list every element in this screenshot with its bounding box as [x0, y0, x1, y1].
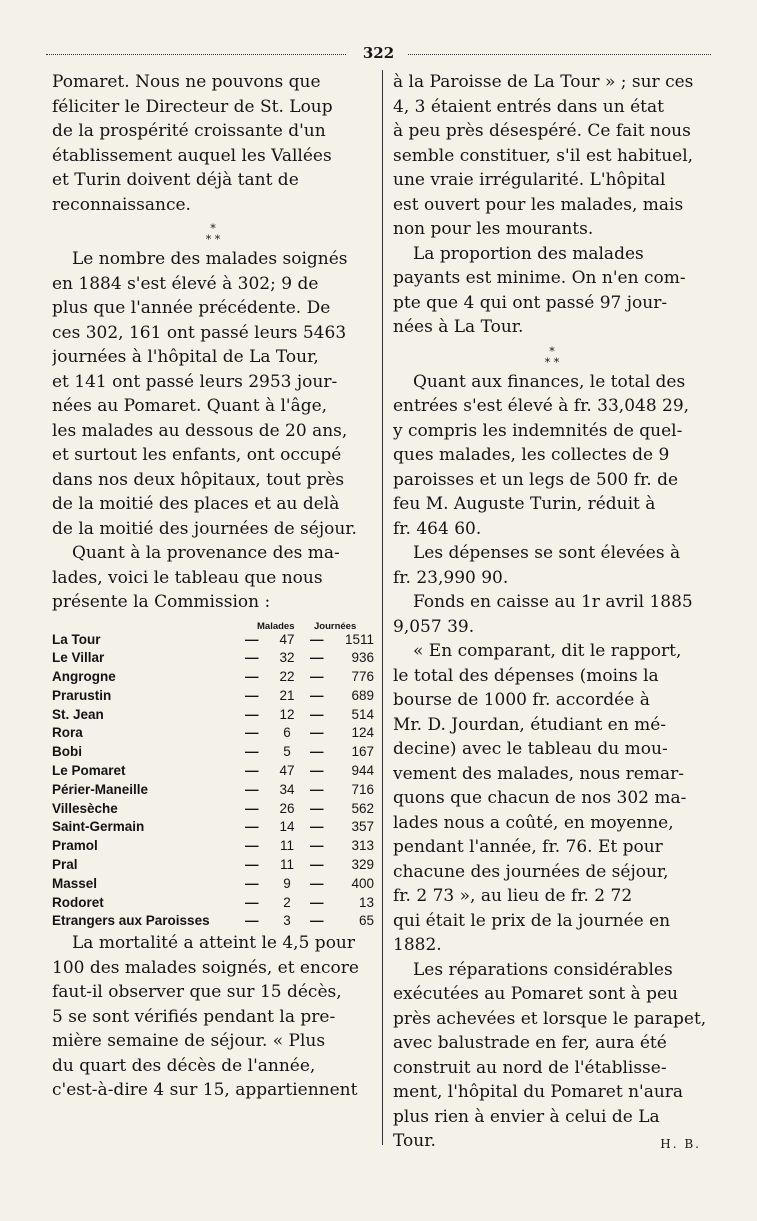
- text-line: Le nombre des malades soignés: [72, 249, 348, 269]
- row-name: Bobi: [52, 744, 82, 760]
- header-rule-right: [408, 54, 711, 61]
- row-dash: —: [245, 781, 259, 797]
- row-name: Saint-Germain: [52, 819, 145, 835]
- section-separator: * * *: [544, 344, 560, 369]
- row-journees: 357: [351, 819, 374, 835]
- row-name: Périer-Maneille: [52, 781, 149, 797]
- row-name: La Tour: [52, 631, 101, 647]
- text-line: plus que l'année précédente. De: [52, 298, 331, 318]
- row-journees: 514: [351, 706, 374, 722]
- row-malades: 22: [279, 669, 295, 685]
- row-malades: 32: [279, 650, 295, 666]
- row-dash: —: [245, 631, 259, 647]
- text-line: ques malades, les collectes de 9: [393, 445, 670, 465]
- left-top-paragraph: [52, 70, 374, 217]
- table-row: [52, 837, 374, 856]
- text-line: 9,057 39.: [393, 616, 475, 637]
- text-line: nées à La Tour.: [393, 317, 524, 337]
- text-line: pte que 4 qui ont passé 97 jour-: [393, 292, 668, 313]
- text-line: à la Paroisse de La Tour » ; sur ces: [393, 72, 694, 92]
- text-line: bourse de 1000 fr. accordée à: [393, 690, 650, 710]
- row-dash: —: [245, 857, 259, 873]
- row-dash: —: [310, 631, 324, 647]
- text-line: journées à l'hôpital de La Tour,: [52, 347, 319, 367]
- text-line: quons que chacun de nos 302 ma-: [393, 788, 687, 808]
- row-name: Rodoret: [52, 894, 104, 910]
- row-dash: —: [310, 913, 324, 929]
- table-row: [52, 743, 374, 762]
- text-line: non pour les mourants.: [393, 219, 594, 239]
- row-dash: —: [245, 650, 259, 666]
- row-malades: 14: [279, 819, 295, 835]
- page-header: [46, 44, 711, 66]
- left-column: [52, 70, 374, 1103]
- row-dash: —: [310, 744, 324, 760]
- text-line: ment, l'hôpital du Pomaret n'aura: [393, 1082, 684, 1102]
- row-journees: 124: [351, 725, 374, 741]
- row-name: Villesèche: [52, 800, 118, 816]
- text-line: La mortalité a atteint le 4,5 pour: [72, 933, 355, 954]
- row-journees: 167: [351, 744, 374, 760]
- text-line: présente la Commission :: [52, 592, 271, 612]
- text-line: Les réparations considérables: [413, 959, 673, 980]
- header-rule-left: [46, 54, 346, 61]
- table-row: [52, 912, 374, 931]
- row-dash: —: [245, 838, 259, 854]
- text-line: du quart des décès de l'année,: [52, 1055, 316, 1076]
- row-dash: —: [245, 875, 259, 891]
- row-dash: —: [310, 894, 324, 910]
- row-dash: —: [310, 669, 324, 685]
- text-line: Pomaret. Nous ne pouvons que: [52, 72, 321, 92]
- text-line: Mr. D. Jourdan, étudiant en mé-: [393, 714, 667, 735]
- text-line: et surtout les enfants, ont occupé: [52, 445, 342, 465]
- row-malades: 47: [279, 763, 295, 779]
- text-line: fr. 23,990 90.: [393, 567, 509, 588]
- row-dash: —: [245, 687, 259, 703]
- row-journees: 1511: [344, 631, 374, 647]
- row-name: Rora: [52, 725, 83, 741]
- text-line: 5 se sont vérifiés pendant la pre-: [52, 1006, 336, 1027]
- row-dash: —: [310, 800, 324, 816]
- text-line: faut-il observer que sur 15 décès,: [52, 982, 342, 1003]
- row-name: Angrogne: [52, 669, 116, 685]
- row-journees: 944: [351, 763, 374, 779]
- row-journees: 689: [351, 687, 374, 703]
- text-line: dans nos deux hôpitaux, tout près: [52, 469, 345, 490]
- text-line: est ouvert pour les malades, mais: [393, 194, 684, 215]
- row-dash: —: [310, 838, 324, 854]
- text-line: Quant à la provenance des ma-: [72, 543, 340, 563]
- table-row: [52, 649, 374, 668]
- text-line: lades, voici le tableau que nous: [52, 567, 323, 588]
- row-dash: —: [310, 650, 324, 666]
- text-line: reconnaissance.: [52, 194, 191, 215]
- row-dash: —: [245, 819, 259, 835]
- row-dash: —: [310, 875, 324, 891]
- text-line: féliciter le Directeur de St. Loup: [52, 96, 333, 117]
- row-dash: —: [245, 894, 259, 910]
- row-dash: —: [245, 744, 259, 760]
- row-journees: 329: [351, 857, 374, 873]
- row-malades: 2: [283, 894, 291, 910]
- row-journees: 65: [358, 913, 374, 929]
- row-malades: 5: [283, 744, 291, 760]
- row-dash: —: [245, 800, 259, 816]
- text-line: près achevées et lorsque le parapet,: [393, 1008, 707, 1029]
- section-separator: * * *: [205, 222, 221, 246]
- text-line: qui était le prix de la journée en: [393, 910, 671, 931]
- text-line: Les dépenses se sont élevées à: [413, 543, 681, 563]
- row-malades: 9: [283, 875, 291, 891]
- text-line: Tour.: [393, 1131, 436, 1151]
- row-dash: —: [310, 763, 324, 779]
- text-line: ces 302, 161 ont passé leurs 5463: [52, 322, 347, 343]
- column-divider: [382, 70, 383, 1145]
- table-row: [52, 894, 374, 913]
- text-line: Quant aux finances, le total des: [413, 371, 686, 392]
- text-line: semble constituer, s'il est habituel,: [393, 145, 694, 166]
- table-row: [52, 800, 374, 819]
- table-row: [52, 762, 374, 781]
- text-line: avec balustrade en fer, aura été: [393, 1033, 667, 1053]
- text-line: construit au nord de l'établisse-: [393, 1057, 667, 1078]
- text-line: 4, 3 étaient entrés dans un état: [393, 96, 664, 117]
- table-row: [52, 706, 374, 725]
- text-line: les malades au dessous de 20 ans,: [52, 420, 348, 441]
- row-journees: 400: [351, 875, 374, 891]
- text-line: pendant l'année, fr. 76. Et pour: [393, 837, 663, 857]
- row-dash: —: [245, 763, 259, 779]
- row-malades: 3: [283, 913, 291, 929]
- row-dash: —: [310, 725, 324, 741]
- text-line: le total des dépenses (moins la: [393, 665, 659, 686]
- table-row: [52, 875, 374, 894]
- row-journees: 562: [351, 800, 374, 816]
- header-malades: Malades: [257, 620, 295, 632]
- row-journees: 716: [351, 781, 374, 797]
- table-row: [52, 781, 374, 800]
- table-row: [52, 818, 374, 837]
- text-line: à peu près désespéré. Ce fait nous: [393, 121, 691, 141]
- text-line: mière semaine de séjour. « Plus: [52, 1031, 326, 1052]
- row-malades: 34: [279, 781, 295, 797]
- text-line: établissement auquel les Vallées: [52, 145, 332, 166]
- row-malades: 11: [279, 857, 294, 873]
- table-row: [52, 668, 374, 687]
- row-dash: —: [310, 687, 324, 703]
- header-journees: Journées: [314, 620, 357, 632]
- row-name: Massel: [52, 875, 98, 891]
- text-line: une vraie irrégularité. L'hôpital: [393, 170, 666, 190]
- text-line: « En comparant, dit le rapport,: [413, 641, 682, 661]
- text-line: paroisses et un legs de 500 fr. de: [393, 469, 679, 490]
- row-malades: 47: [279, 631, 295, 647]
- text-line: de la moitié des places et au delà: [52, 494, 340, 514]
- text-line: de la moitié des journées de séjour.: [52, 518, 357, 539]
- text-line: en 1884 s'est élevé à 302; 9 de: [52, 273, 319, 294]
- text-line: c'est-à-dire 4 sur 15, appartiennent: [52, 1080, 358, 1101]
- table-row: [52, 856, 374, 875]
- text-line: lades nous a coûté, en moyenne,: [393, 812, 674, 833]
- text-line: Fonds en caisse au 1r avril 1885: [413, 592, 693, 612]
- row-dash: —: [310, 781, 324, 797]
- text-line: plus rien à envier à celui de La: [393, 1106, 660, 1127]
- text-line: feu M. Auguste Turin, réduit à: [393, 494, 656, 514]
- right-column: [393, 70, 711, 1154]
- row-journees: 13: [358, 894, 374, 910]
- text-line: et 141 ont passé leurs 2953 jour-: [52, 371, 338, 392]
- table-body: [52, 631, 374, 932]
- text-line: 100 des malades soignés, et encore: [52, 957, 359, 978]
- left-bottom-paragraph: [52, 931, 374, 1103]
- text-line: payants est minime. On n'en com-: [393, 268, 686, 288]
- row-journees: 313: [351, 838, 374, 854]
- text-line: 1882.: [393, 935, 442, 955]
- row-dash: —: [245, 706, 259, 722]
- table-row: [52, 724, 374, 743]
- row-journees: 776: [351, 669, 374, 685]
- text-line: fr. 2 73 », au lieu de fr. 2 72: [393, 886, 633, 906]
- table-row: [52, 687, 374, 706]
- row-name: St. Jean: [52, 706, 104, 722]
- text-line: chacune des journées de séjour,: [393, 861, 669, 882]
- row-name: Pral: [52, 857, 78, 873]
- text-line: de la prospérité croissante d'un: [52, 121, 326, 141]
- text-line: y compris les indemnités de quel-: [393, 420, 683, 441]
- row-malades: 11: [279, 838, 294, 854]
- row-dash: —: [245, 725, 259, 741]
- text-line: La proportion des malades: [413, 243, 644, 264]
- row-dash: —: [310, 857, 324, 873]
- text-line: fr. 464 60.: [393, 518, 482, 539]
- right-bottom-paragraph: [393, 370, 711, 1154]
- provenance-table: [52, 615, 374, 932]
- text-line: et Turin doivent déjà tant de: [52, 170, 299, 190]
- row-journees: 936: [351, 650, 374, 666]
- right-top-paragraph: [393, 70, 711, 340]
- table-header: [52, 615, 374, 631]
- left-middle-paragraph: [52, 247, 374, 615]
- text-line: exécutées au Pomaret sont à peu: [393, 984, 678, 1004]
- text-line: entrées s'est élevé à fr. 33,048 29,: [393, 396, 690, 416]
- row-name: Le Pomaret: [52, 763, 126, 779]
- table-row: [52, 631, 374, 650]
- row-malades: 6: [283, 725, 291, 741]
- row-malades: 21: [279, 687, 295, 703]
- page-number: 322: [362, 44, 395, 62]
- row-malades: 12: [279, 706, 295, 722]
- signature: H. B.: [660, 1136, 701, 1151]
- row-name: Prarustin: [52, 687, 112, 703]
- text-line: vement des malades, nous remar-: [393, 763, 684, 784]
- text-line: decine) avec le tableau du mou-: [393, 739, 668, 759]
- row-name: Pramol: [52, 838, 98, 854]
- row-name: Le Villar: [52, 650, 105, 666]
- row-malades: 26: [279, 800, 295, 816]
- row-dash: —: [245, 669, 259, 685]
- row-dash: —: [310, 706, 324, 722]
- row-dash: —: [245, 913, 259, 929]
- row-name: Etrangers aux Paroisses: [52, 913, 210, 929]
- text-line: nées au Pomaret. Quant à l'âge,: [52, 396, 328, 416]
- row-dash: —: [310, 819, 324, 835]
